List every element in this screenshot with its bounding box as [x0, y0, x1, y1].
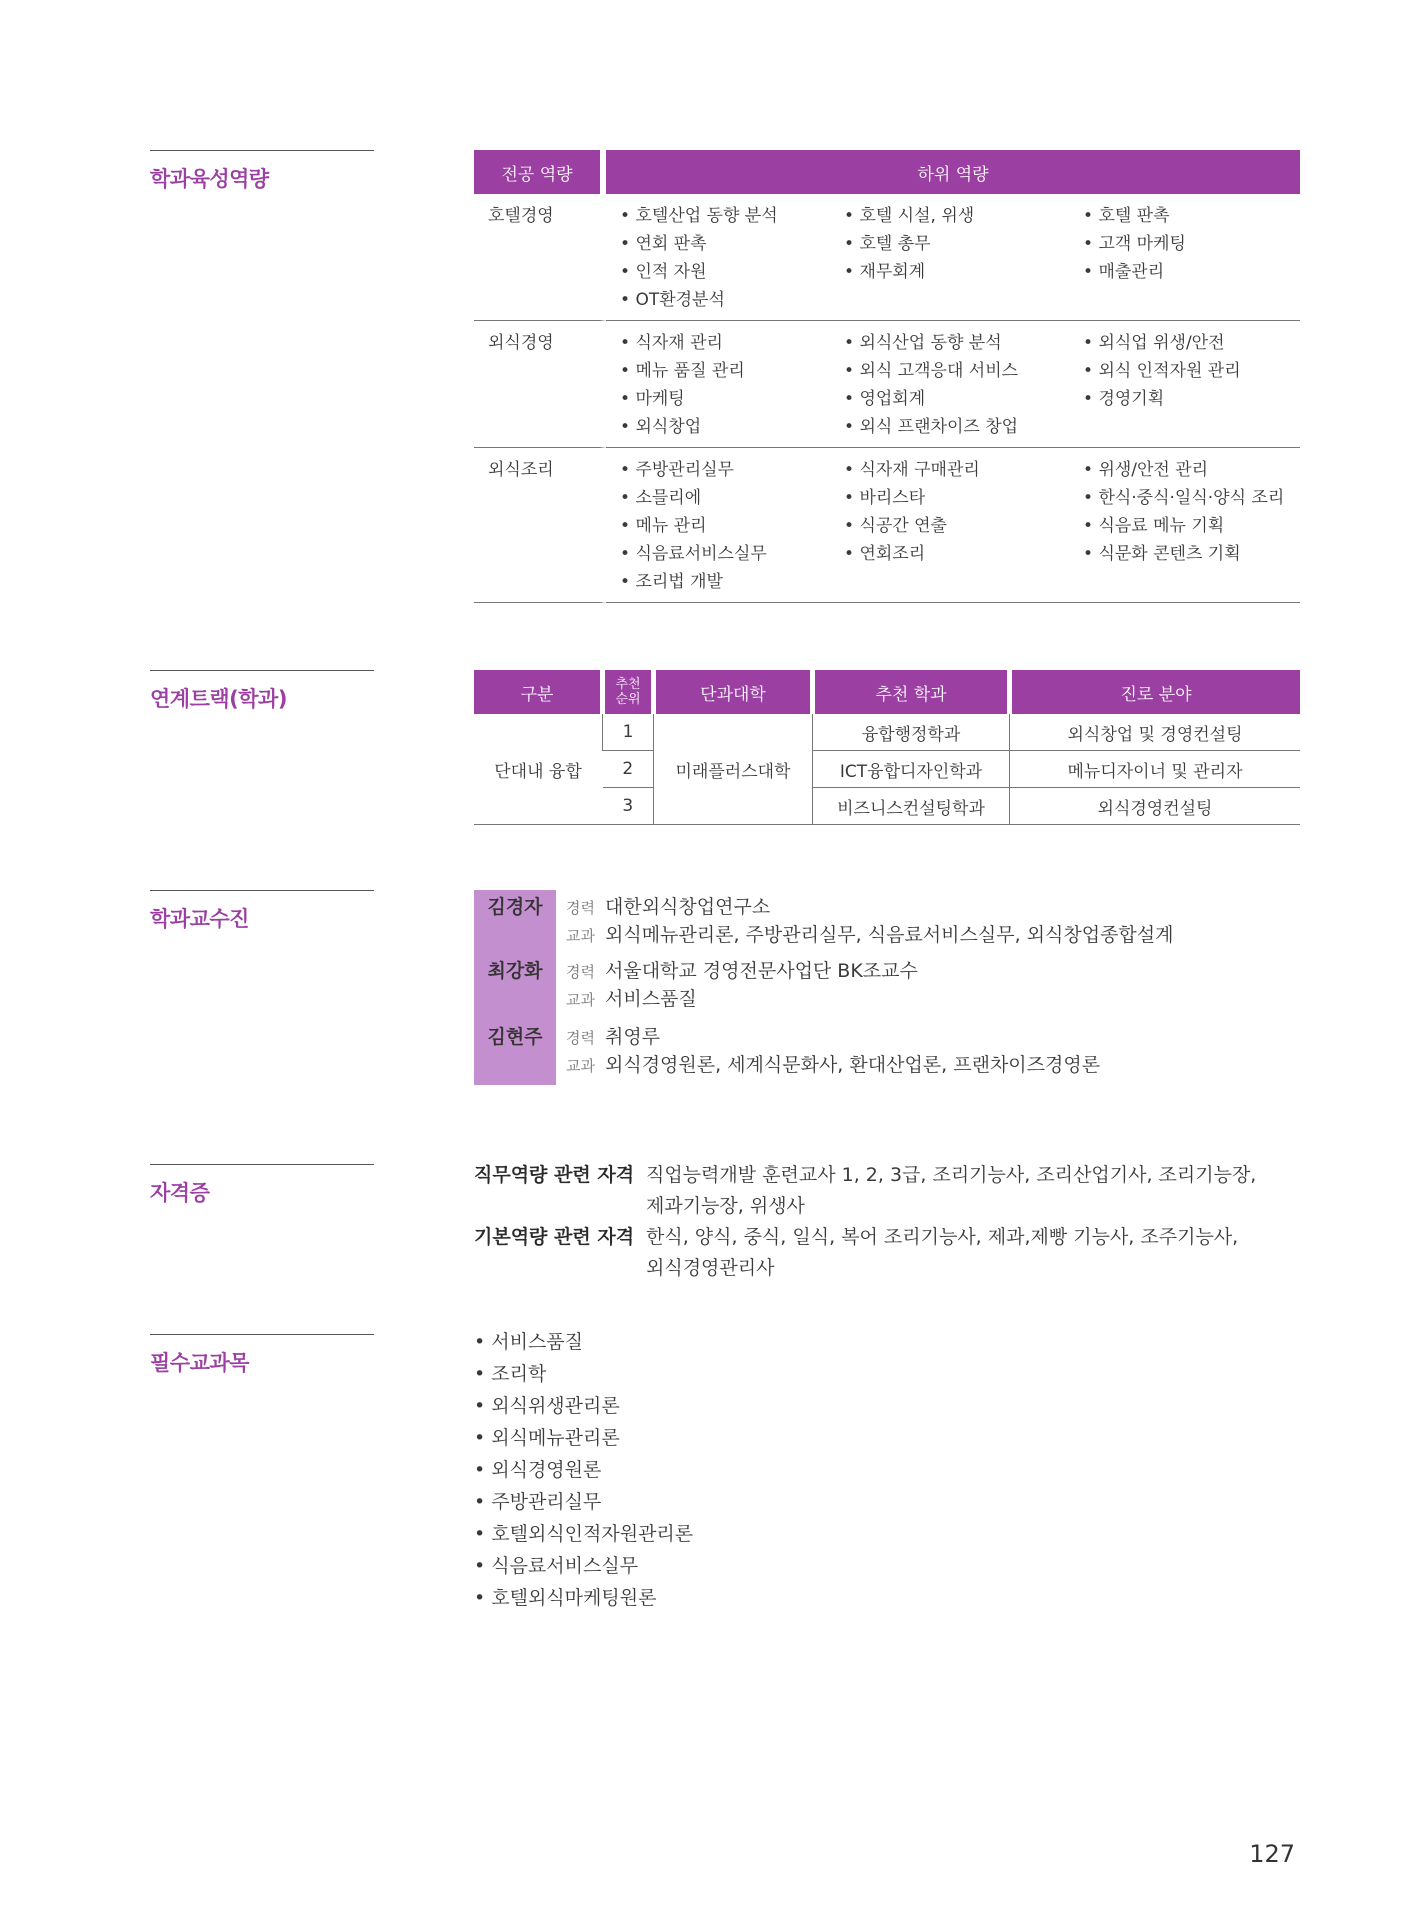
- faculty-career: [566, 956, 918, 983]
- sub-competency-column: [830, 448, 1069, 603]
- sub-competency-column: [1069, 448, 1300, 603]
- list-item: • 영업회계: [844, 385, 1069, 413]
- faculty-career: [566, 1022, 660, 1049]
- list-item: • 마케팅: [620, 385, 830, 413]
- dept-cell: 비즈니스컨설팅학과: [813, 788, 1010, 825]
- course-tag: 교과: [566, 991, 595, 1009]
- list-item: • 조리학: [474, 1358, 693, 1390]
- career-tag: 경력: [566, 963, 595, 981]
- section-title-competency: 학과육성역량: [150, 150, 374, 193]
- list-item: • 호텔 총무: [844, 230, 1069, 258]
- faculty-career: [566, 892, 770, 919]
- certificate-text: [646, 1222, 1286, 1284]
- table-row: [474, 321, 1300, 448]
- list-item: • 경영기획: [1083, 385, 1300, 413]
- header-career: 진로 분야: [1010, 670, 1301, 714]
- certificate-label: 기본역량 관련 자격: [474, 1226, 635, 1248]
- list-item: • 주방관리실무: [474, 1486, 693, 1518]
- header-major-competency: 전공 역량: [474, 150, 606, 194]
- faculty-courses: [566, 984, 697, 1011]
- career-cell: 외식창업 및 경영컨설팅: [1010, 714, 1301, 751]
- page-number: 127: [1249, 1840, 1295, 1868]
- list-item: • 호텔 시설, 위생: [844, 202, 1069, 230]
- certificate-line: 제과기능장, 위생사: [646, 1195, 805, 1217]
- list-item: • 호텔 판촉: [1083, 202, 1300, 230]
- career-cell: 외식경영컨설팅: [1010, 788, 1301, 825]
- sub-competency-column: [606, 448, 830, 603]
- competency-category: 호텔경영: [474, 194, 606, 321]
- courses-text: 외식메뉴관리론, 주방관리실무, 식음료서비스실무, 외식창업종합설계: [604, 924, 1174, 946]
- list-item: • 외식 프랜차이즈 창업: [844, 413, 1069, 441]
- track-table: [474, 670, 1300, 825]
- list-item: • 식음료 메뉴 기획: [1083, 512, 1300, 540]
- list-item: • 외식메뉴관리론: [474, 1422, 693, 1454]
- rank-cell: 2: [603, 751, 654, 788]
- list-item: • 외식창업: [620, 413, 830, 441]
- course-tag: 교과: [566, 1057, 595, 1075]
- rank-cell: 3: [603, 788, 654, 825]
- list-item: • 한식·중식·일식·양식 조리: [1083, 484, 1300, 512]
- list-item: • 바리스타: [844, 484, 1069, 512]
- career-text: 대한외식창업연구소: [604, 896, 771, 918]
- faculty-name: 김현주: [487, 1026, 543, 1048]
- courses-text: 서비스품질: [604, 988, 697, 1010]
- dept-cell: 융합행정학과: [813, 714, 1010, 751]
- course-tag: 교과: [566, 927, 595, 945]
- list-item: • 소믈리에: [620, 484, 830, 512]
- list-item: • 호텔산업 동향 분석: [620, 202, 830, 230]
- college-cell: 미래플러스대학: [654, 714, 813, 825]
- courses-text: 외식경영원론, 세계식문화사, 환대산업론, 프랜차이즈경영론: [604, 1054, 1101, 1076]
- list-item: • 주방관리실무: [620, 456, 830, 484]
- type-cell: 단대내 융합: [474, 714, 603, 825]
- faculty-courses: [566, 1050, 1100, 1077]
- list-item: • 외식산업 동향 분석: [844, 329, 1069, 357]
- header-sub-competency: 하위 역량: [606, 150, 1300, 194]
- list-item: • 위생/안전 관리: [1083, 456, 1300, 484]
- list-item: • 외식 인적자원 관리: [1083, 357, 1300, 385]
- rank-cell: 1: [603, 714, 654, 751]
- rank-header-part: 순위: [615, 692, 641, 707]
- competency-table: [474, 150, 1300, 603]
- career-tag: 경력: [566, 899, 595, 917]
- list-item: • 연회조리: [844, 540, 1069, 568]
- table-row: [474, 194, 1300, 321]
- list-item: • OT환경분석: [620, 286, 830, 314]
- list-item: • 외식 고객응대 서비스: [844, 357, 1069, 385]
- career-text: 취영루: [604, 1026, 661, 1048]
- certificate-line: 직업능력개발 훈련교사 1, 2, 3급, 조리기능사, 조리산업기사, 조리기능장,: [646, 1164, 1257, 1186]
- table-row: [474, 448, 1300, 603]
- list-item: • 호텔외식마케팅원론: [474, 1582, 693, 1614]
- list-item: • 외식업 위생/안전: [1083, 329, 1300, 357]
- list-item: • 조리법 개발: [620, 568, 830, 596]
- table-row: [474, 714, 1300, 751]
- header-rank: [603, 670, 654, 714]
- faculty-name-bar: [474, 890, 556, 1085]
- sub-competency-column: [1069, 321, 1300, 448]
- header-type: 구분: [474, 670, 603, 714]
- faculty-courses: [566, 920, 1174, 947]
- list-item: • 호텔외식인적자원관리론: [474, 1518, 693, 1550]
- list-item: • 메뉴 관리: [620, 512, 830, 540]
- section-title-faculty: 학과교수진: [150, 890, 374, 933]
- list-item: • 매출관리: [1083, 258, 1300, 286]
- list-item: • 외식경영원론: [474, 1454, 693, 1486]
- faculty-name: 최강화: [487, 960, 543, 982]
- competency-category: 외식조리: [474, 448, 606, 603]
- list-item: • 연회 판촉: [620, 230, 830, 258]
- section-title-certificates: 자격증: [150, 1164, 374, 1207]
- certificate-text: [646, 1160, 1286, 1222]
- list-item: • 메뉴 품질 관리: [620, 357, 830, 385]
- header-dept: 추천 학과: [813, 670, 1010, 714]
- list-item: • 고객 마케팅: [1083, 230, 1300, 258]
- faculty-name: 김경자: [487, 896, 543, 918]
- header-college: 단과대학: [654, 670, 813, 714]
- list-item: • 식공간 연출: [844, 512, 1069, 540]
- required-course-list: [474, 1326, 693, 1614]
- list-item: • 외식위생관리론: [474, 1390, 693, 1422]
- section-title-track: 연계트랙(학과): [150, 670, 374, 713]
- rank-header-part: 추천: [615, 677, 641, 692]
- certificate-line: 한식, 양식, 중식, 일식, 복어 조리기능사, 제과,제빵 기능사, 조주기능사,: [646, 1226, 1239, 1248]
- career-tag: 경력: [566, 1029, 595, 1047]
- sub-competency-column: [1069, 194, 1300, 321]
- sub-competency-column: [830, 321, 1069, 448]
- sub-competency-column: [606, 194, 830, 321]
- dept-cell: ICT융합디자인학과: [813, 751, 1010, 788]
- list-item: • 식음료서비스실무: [620, 540, 830, 568]
- list-item: • 서비스품질: [474, 1326, 693, 1358]
- sub-competency-column: [830, 194, 1069, 321]
- list-item: • 인적 자원: [620, 258, 830, 286]
- list-item: • 식자재 구매관리: [844, 456, 1069, 484]
- list-item: • 재무회계: [844, 258, 1069, 286]
- sub-competency-column: [606, 321, 830, 448]
- certificate-line: 외식경영관리사: [646, 1257, 775, 1279]
- list-item: • 식자재 관리: [620, 329, 830, 357]
- certificate-label: 직무역량 관련 자격: [474, 1164, 635, 1186]
- list-item: • 식음료서비스실무: [474, 1550, 693, 1582]
- career-text: 서울대학교 경영전문사업단 BK조교수: [604, 960, 918, 982]
- career-cell: 메뉴디자이너 및 관리자: [1010, 751, 1301, 788]
- section-title-required: 필수교과목: [150, 1334, 374, 1377]
- competency-category: 외식경영: [474, 321, 606, 448]
- list-item: • 식문화 콘텐츠 기획: [1083, 540, 1300, 568]
